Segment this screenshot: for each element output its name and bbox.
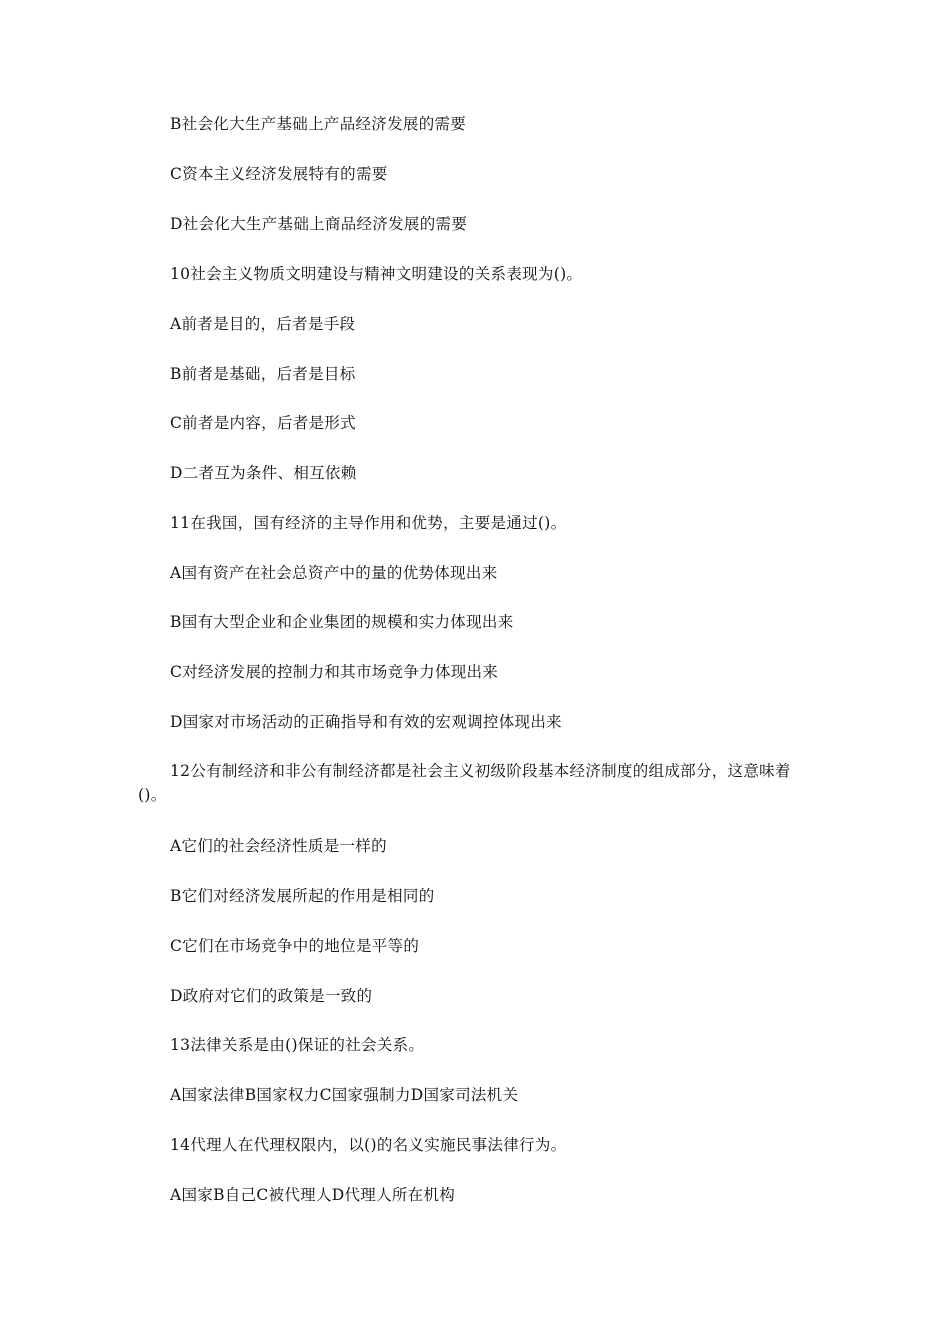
- option-line: C资本主义经济发展特有的需要: [170, 165, 388, 183]
- option-line: B前者是基础，后者是目标: [170, 365, 356, 383]
- question-paragraph: 12公有制经济和非公有制经济都是社会主义初级阶段基本经济制度的组成部分，这意味着()。: [138, 762, 791, 804]
- option-line: D二者互为条件、相互依赖: [170, 464, 357, 482]
- option-line: B社会化大生产基础上产品经济发展的需要: [170, 115, 467, 133]
- option-line: A国家法律B国家权力C国家强制力D国家司法机关: [170, 1086, 519, 1104]
- option-line: A国家B自己C被代理人D代理人所在机构: [170, 1186, 456, 1204]
- option-line: D社会化大生产基础上商品经济发展的需要: [170, 215, 468, 233]
- question-line: 13法律关系是由()保证的社会关系。: [170, 1036, 425, 1054]
- question-line: 14代理人在代理权限内，以()的名义实施民事法律行为。: [170, 1136, 567, 1154]
- option-line: A国有资产在社会总资产中的量的优势体现出来: [170, 564, 498, 582]
- option-line: B它们对经济发展所起的作用是相同的: [170, 887, 435, 905]
- question-line: 11在我国，国有经济的主导作用和优势，主要是通过()。: [170, 514, 567, 532]
- option-line: A前者是目的，后者是手段: [170, 315, 356, 333]
- option-line: D国家对市场活动的正确指导和有效的宏观调控体现出来: [170, 713, 562, 731]
- option-line: C前者是内容，后者是形式: [170, 414, 356, 432]
- option-line: D政府对它们的政策是一致的: [170, 987, 373, 1005]
- option-line: B国有大型企业和企业集团的规模和实力体现出来: [170, 613, 514, 631]
- option-line: A它们的社会经济性质是一样的: [170, 837, 387, 855]
- option-line: C它们在市场竞争中的地位是平等的: [170, 937, 420, 955]
- question-line: 10社会主义物质文明建设与精神文明建设的关系表现为()。: [170, 265, 583, 283]
- option-line: C对经济发展的控制力和其市场竞争力体现出来: [170, 663, 499, 681]
